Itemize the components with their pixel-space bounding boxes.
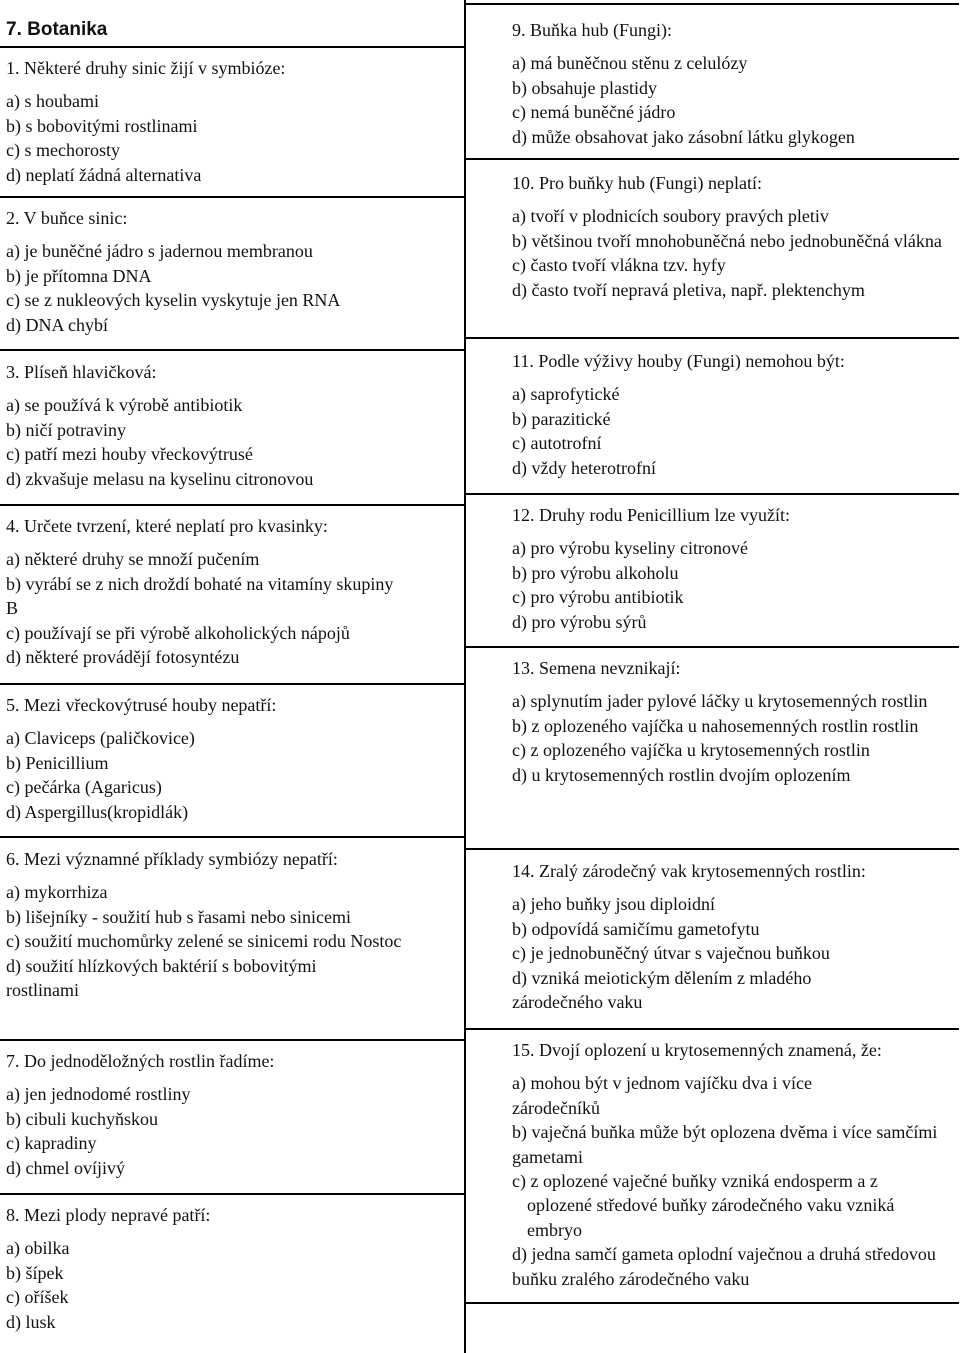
- separator: [0, 46, 466, 48]
- option-b: b) vyrábí se z nich droždí bohaté na vitamíny skupiny B: [6, 573, 394, 619]
- option-a: a) saprofytické: [512, 384, 620, 405]
- option-b: b) vaječná buňka může být oplozena dvěma i více samčími gametami: [512, 1122, 938, 1167]
- question-7: [6, 1049, 461, 1180]
- option-d: d) může obsahovat jako zásobní látku glykogen: [512, 126, 855, 147]
- separator: [0, 1039, 466, 1041]
- option-c: c) nemá buněčné jádro: [512, 102, 676, 123]
- option-d: d) vždy heterotrofní: [512, 457, 656, 478]
- option-d: d) často tvoří nepravá pletiva, např. plektenchym: [512, 279, 865, 300]
- question-text: 10. Pro buňky hub (Fungi) neplatí:: [512, 173, 762, 193]
- option-d: d) neplatí žádná alternativa: [6, 164, 202, 185]
- option-b: b) šípek: [6, 1262, 64, 1283]
- separator: [0, 196, 466, 198]
- option-b: b) většinou tvoří mnohobuněčná nebo jednobuněčná vlákna: [512, 230, 942, 251]
- option-a: a) tvoří v plodnicích soubory pravých pletiv: [512, 206, 829, 227]
- option-a: a) pro výrobu kyseliny citronové: [512, 538, 748, 559]
- option-d: d) chmel ovíjivý: [6, 1157, 125, 1178]
- option-d: d) zkvašuje melasu na kyselinu citronovou: [6, 468, 314, 489]
- option-d: d) pro výrobu sýrů: [512, 611, 647, 632]
- option-b: b) je přítomna DNA: [6, 265, 152, 286]
- separator: [466, 1028, 959, 1030]
- question-2: [6, 206, 461, 337]
- option-d: d) soužití hlízkových baktérií s bobovitými rostlinami: [6, 955, 317, 1001]
- option-c: c) z oplozeného vajíčka u krytosemenných rostlin: [512, 740, 870, 761]
- option-d: d) Aspergillus(kropidlák): [6, 801, 189, 822]
- option-a: a) se používá k výrobě antibiotik: [6, 395, 243, 416]
- separator: [0, 349, 466, 351]
- question-text: 14. Zralý zárodečný vak krytosemenných rostlin:: [512, 861, 866, 881]
- option-c: c) používají se při výrobě alkoholických nápojů: [6, 622, 350, 643]
- question-text: 11. Podle výživy houby (Fungi) nemohou být:: [512, 351, 845, 371]
- option-b: b) ničí potraviny: [6, 419, 126, 440]
- option-c: c) autotrofní: [512, 433, 602, 454]
- separator: [466, 1302, 959, 1304]
- option-b: b) Penicillium: [6, 752, 109, 773]
- column-divider: [464, 0, 466, 1353]
- separator: [466, 158, 959, 160]
- option-c: c) s mechorosty: [6, 140, 120, 161]
- option-b: b) obsahuje plastidy: [512, 77, 657, 98]
- separator: [0, 683, 466, 685]
- question-1: [6, 56, 461, 187]
- question-4: [6, 514, 461, 669]
- separator: [0, 504, 466, 506]
- separator: [466, 3, 959, 5]
- option-a: a) splynutím jader pylové láčky u krytosemenných rostlin: [512, 691, 928, 712]
- option-c: c) z oplozené vaječné buňky vzniká endosperm a z oplozené středové buňky zárodečného vaku vzniká embryo: [512, 1171, 895, 1240]
- question-6: [6, 847, 461, 1002]
- option-a: a) mykorrhiza: [6, 882, 108, 903]
- option-c: c) kapradiny: [6, 1133, 97, 1154]
- option-c: c) často tvoří vlákna tzv. hyfy: [512, 255, 726, 276]
- option-a: a) s houbami: [6, 91, 99, 112]
- question-3: [6, 360, 461, 491]
- separator: [0, 836, 466, 838]
- question-text: 7. Do jednoděložných rostlin řadíme:: [6, 1051, 275, 1071]
- option-a: a) má buněčnou stěnu z celulózy: [512, 53, 748, 74]
- option-c: c) je jednobuněčný útvar s vaječnou buňkou: [512, 943, 830, 964]
- question-14: [512, 859, 958, 1014]
- question-10: [512, 171, 958, 302]
- question-8: [6, 1203, 461, 1334]
- question-text: 2. V buňce sinic:: [6, 208, 128, 228]
- question-12: [512, 503, 958, 634]
- option-b: b) lišejníky - soužití hub s řasami nebo sinicemi: [6, 906, 351, 927]
- option-d: d) některé provádějí fotosyntézu: [6, 647, 240, 668]
- option-b: b) pro výrobu alkoholu: [512, 562, 679, 583]
- separator: [466, 848, 959, 850]
- option-b: b) cibuli kuchyňskou: [6, 1108, 158, 1129]
- option-a: a) obilka: [6, 1238, 70, 1259]
- option-d: d) lusk: [6, 1311, 56, 1332]
- question-text: 6. Mezi významné příklady symbiózy nepatří:: [6, 849, 338, 869]
- option-c: c) patří mezi houby vřeckovýtrusé: [6, 444, 253, 465]
- question-13: [512, 656, 958, 787]
- option-d: d) jedna samčí gameta oplodní vaječnou a druhá středovou buňku zralého zárodečného vaku: [512, 1244, 936, 1289]
- option-c: c) pro výrobu antibiotik: [512, 587, 684, 608]
- option-c: c) se z nukleových kyselin vyskytuje jen RNA: [6, 290, 341, 311]
- option-a: a) je buněčné jádro s jadernou membranou: [6, 241, 313, 262]
- question-text: 15. Dvojí oplození u krytosemenných znamená, že:: [512, 1040, 882, 1060]
- question-text: 9. Buňka hub (Fungi):: [512, 20, 672, 40]
- option-a: a) mohou být v jednom vajíčku dva i více zárodečníků: [512, 1073, 812, 1118]
- option-b: b) parazitické: [512, 408, 611, 429]
- question-5: [6, 693, 461, 824]
- separator: [466, 337, 959, 339]
- section-title: 7. Botanika: [6, 19, 108, 40]
- option-b: b) z oplozeného vajíčka u nahosemenných rostlin rostlin: [512, 715, 919, 736]
- option-c: c) oříšek: [6, 1287, 69, 1308]
- option-d: d) u krytosemenných rostlin dvojím oplozením: [512, 764, 851, 785]
- question-text: 5. Mezi vřeckovýtrusé houby nepatří:: [6, 695, 277, 715]
- question-text: 13. Semena nevznikají:: [512, 658, 681, 678]
- question-text: 3. Plíseň hlavičková:: [6, 362, 157, 382]
- option-d: d) DNA chybí: [6, 314, 108, 335]
- separator: [466, 493, 959, 495]
- option-d: d) vzniká meiotickým dělením z mladého zárodečného vaku: [512, 967, 812, 1013]
- option-a: a) některé druhy se množí pučením: [6, 549, 260, 570]
- separator: [0, 1193, 466, 1195]
- option-b: b) odpovídá samičímu gametofytu: [512, 918, 760, 939]
- option-a: a) Claviceps (paličkovice): [6, 728, 195, 749]
- option-c: c) pečárka (Agaricus): [6, 777, 162, 798]
- question-text: 4. Určete tvrzení, které neplatí pro kvasinky:: [6, 516, 328, 536]
- separator: [466, 646, 959, 648]
- question-9: [512, 18, 958, 149]
- question-text: 12. Druhy rodu Penicillium lze využít:: [512, 505, 790, 525]
- question-text: 8. Mezi plody nepravé patří:: [6, 1205, 211, 1225]
- option-b: b) s bobovitými rostlinami: [6, 115, 198, 136]
- question-15: [512, 1038, 958, 1291]
- option-c: c) soužití muchomůrky zelené se sinicemi rodu Nostoc: [6, 931, 402, 952]
- option-a: a) jen jednodomé rostliny: [6, 1084, 191, 1105]
- option-a: a) jeho buňky jsou diploidní: [512, 894, 715, 915]
- question-text: 1. Některé druhy sinic žijí v symbióze:: [6, 58, 286, 78]
- question-11: [512, 349, 958, 480]
